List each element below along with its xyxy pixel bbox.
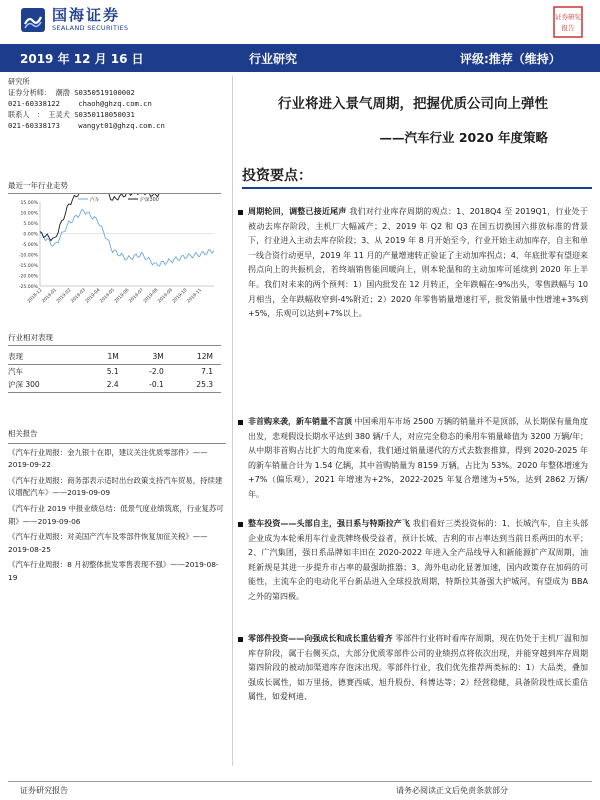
analyst-heading: 研究所 (8, 77, 30, 86)
report-subtitle: ——汽车行业 2020 年度策略 (379, 130, 548, 145)
highlight-heading: 零部件投资——向强成长和成长重估看齐 (248, 634, 393, 643)
contact-name: 王灵犬 (48, 110, 70, 119)
svg-text:报告: 报告 (561, 24, 575, 32)
analyst-label: 证券分析师： (8, 88, 52, 97)
related-report-link[interactable]: 《汽车行业周报：8 月初整体批发零售表现不强》——2019-08-19 (8, 560, 219, 582)
y-tick-label: -20.00% (18, 274, 38, 280)
highlight-paragraph (248, 205, 588, 322)
series-line-auto (40, 210, 214, 266)
performance-header-row (8, 350, 221, 364)
y-tick-label: -15.00% (18, 264, 38, 269)
highlight-heading: 整车投资——头部自主，强日系与特斯拉产飞 (248, 519, 411, 528)
bullet-icon (238, 522, 243, 527)
related-report-link[interactable]: 《汽车行业周报：商务部表示适时出台政策支持汽车贸易，持续建议增配汽车》——2019-09-09 (8, 475, 223, 498)
trend-chart (8, 194, 221, 312)
bullet-icon (238, 210, 243, 215)
performance-table (8, 350, 221, 393)
x-tick-label: 2019-07 (128, 287, 145, 305)
footer-disclaimer: 请务必阅读正文后免责条款部分 (396, 786, 508, 795)
analyst-contact-row (8, 98, 221, 109)
contact-phone: 021-60338173 (8, 121, 60, 130)
x-tick-label: 2019-09 (157, 287, 174, 305)
performance-header: 12M (196, 352, 213, 362)
report-header (0, 0, 600, 46)
highlight-body: 中国乘用车市场 2500 万辆的销量并不是顶部，从长期保有量角度出发，悲观假设长期水平达到 380 辆/千人，对应完全稳态的乘用车销量峰值为 3200 万辆/年；从中期非首购占比扩大的角度来看，我们通过销量递代的方式去数套推算，得到 2020-2025 年的新车销量合计为 1.54 亿辆，其中首购销量为 8159 万辆，占比为 53%。2020 年整体增速为+7%（偏乐观），2021 年增速为+2%，2022-2025 年复合增速为+5%，达到 2862 万辆/年。 (248, 417, 588, 499)
performance-header: 表现 (8, 352, 23, 362)
x-tick-label: 2019-01 (41, 287, 58, 305)
table-cell: 7.1 (201, 366, 213, 376)
performance-header: 1M (107, 352, 119, 362)
trend-title: 最近一年行业走势 (8, 181, 68, 190)
performance-header: 3M (152, 352, 164, 362)
x-tick-label: 2019-05 (99, 287, 116, 305)
y-tick-label: 0.00% (23, 232, 38, 238)
performance-title: 行业相对表现 (8, 333, 53, 342)
x-tick-label: 2019-03 (70, 287, 87, 305)
highlights-underline (242, 187, 592, 189)
performance-section (8, 332, 221, 393)
table-row (8, 364, 221, 378)
report-info-bar (0, 44, 600, 72)
highlight-body: 我们对行业库存周期的观点：1、2018Q4 至 2019Q1，行业处于被动去库存阶段，主机厂大幅减产；2、2019 年 Q2 和 Q3 在国五切换国六排放标准的背景下，行业进入主动去库存阶段；3、从 2019 年 8 月开始至今，行业开始主动加库存，自主和单一线合资行动更早，2019 年 11 月的产量增速转正验证了主动加库拐点；4、年底批零有望迎来拐点向上的共振机会，若终端销售能回暖向上，则本轮温和的主动加库可延续到 2020 年上半年。我们对未来的两个预判：1）国内批发在 12 月转正，全年跌幅在-9%出头，零售跌幅与 10 月相当，全年跌幅收窄到-4%附近；2）2020 年零售销量增速打平，批发销量中性增速+3%到+5%，乐观可以达到+7%以上。 (248, 207, 588, 319)
contact-id: S0350118050031 (74, 110, 135, 119)
report-stamp-icon (553, 6, 583, 38)
column-divider (232, 76, 233, 766)
analyst-email[interactable]: chaoh@ghzq.com.cn (78, 99, 152, 108)
y-tick-label: 15.00% (20, 201, 38, 206)
contact-contact-row (8, 120, 221, 131)
related-report-link[interactable]: 《汽车行业 2019 中报业绩总结：低景气度业绩筑底，行业复苏可期》——2019-09-06 (8, 503, 224, 526)
table-cell: 沪深 300 (8, 380, 40, 390)
logo-english-name: SEALAND SECURITIES (52, 24, 129, 32)
bullet-icon (238, 420, 243, 425)
x-tick-label: 2019-10 (171, 287, 189, 305)
footer-left: 证券研究报告 (20, 786, 68, 795)
contact-row (8, 109, 221, 120)
table-cell: 5.1 (106, 366, 119, 376)
related-reports (8, 428, 226, 585)
logo-chinese-name: 国海证券 (52, 6, 121, 24)
highlight-paragraph (248, 632, 588, 772)
report-title: 行业将进入景气周期，把握优质公司向上弹性 (278, 96, 548, 112)
analyst-info (8, 76, 221, 131)
contact-email[interactable]: wangyt01@ghzq.com.cn (78, 121, 165, 130)
related-report-link[interactable]: 《汽车行业周报：金九银十在即，建议关注优质零部件》——2019-09-22 (8, 447, 208, 470)
related-divider (8, 443, 226, 444)
x-tick-label: 2019-11 (186, 287, 203, 305)
table-row (8, 378, 221, 392)
highlight-heading: 非首购来袭，新车销量不言顶 (248, 417, 352, 426)
analyst-id: S0350519100002 (74, 88, 135, 97)
report-date: 2019 年 12 月 16 日 (20, 52, 144, 66)
x-tick-label: 2019-06 (113, 287, 131, 305)
highlight-paragraph (248, 415, 588, 503)
table-cell: 汽车 (8, 366, 23, 376)
y-tick-label: -10.00% (18, 253, 38, 259)
legend-label: 沪深300 (140, 198, 159, 203)
highlight-body: 我们看好三类投资标的：1、长城汽车，自主头部企业成为本轮乘用车行业洗牌终极受益者，预计长城、吉利的市占率达到当前日系两田的水平；2、广汽集团，强日系品牌如丰田在 2020-2022 年进入全产品线导入和新能源扩产双周期，油耗新规是其进一步提升市占率的最强助推器；3、海外电动化显著加速，国内政策存在加码的可能性，主流车企的电动化平台新品进入全球投放周期，特斯拉其备强大护城河，有望成为 BBA 之外的第四极。 (248, 519, 589, 601)
related-report-link[interactable]: 《汽车行业周报：对美国产汽车及零部件恢复加征关税》——2019-08-25 (8, 532, 208, 554)
y-tick-label: 10.00% (20, 211, 38, 217)
y-tick-label: -5.00% (21, 243, 38, 248)
legend-label: 汽车 (90, 198, 100, 203)
analyst-phone: 021-60338122 (8, 99, 60, 108)
analyst-row (8, 87, 221, 98)
table-cell: -0.1 (149, 380, 164, 390)
x-tick-label: 2019-04 (84, 287, 102, 305)
bullet-icon (238, 637, 243, 642)
table-cell: 2.4 (106, 380, 119, 390)
sealand-logo (20, 6, 128, 33)
related-title: 相关报告 (8, 429, 38, 438)
analyst-name: 潮渤 (55, 88, 70, 97)
svg-text:证券研究: 证券研究 (555, 13, 581, 21)
highlight-paragraph (248, 517, 588, 605)
performance-divider (8, 345, 221, 346)
highlight-body: 零部件行业将时看库存周期，现在仍处于主机厂温和加库存阶段，属于右侧买点，大部分优质零部件公司的业绩拐点将依次出现，并能穿越到库存周期第四阶段的被动加渠道库存泡沫出现。零部件行业，我们优先推荐两类标的：1）大品类，叠加强成长属性，如万里扬，德赛西威、旭升股份、科博达等；2）经营稳健，具备阶段性成长重估属性，如爱柯迪、 (248, 634, 588, 702)
highlight-heading: 周期轮回，调整已接近尾声 (248, 207, 347, 216)
contact-label: 联系人 ： (8, 110, 44, 119)
x-tick-label: 2019-02 (55, 287, 73, 305)
footer-divider (8, 781, 592, 782)
table-cell: -2.0 (149, 366, 164, 376)
report-rating: 评级:推荐（维持） (460, 52, 561, 66)
sealand-logo-icon (20, 7, 46, 33)
report-category: 行业研究 (249, 52, 298, 66)
table-cell: 25.3 (196, 380, 213, 390)
y-tick-label: 5.00% (23, 222, 38, 227)
x-tick-label: 2018-12 (26, 287, 44, 305)
highlights-heading: 投资要点： (242, 168, 312, 184)
trend-chart-section (8, 180, 221, 320)
y-tick-label: -25.00% (18, 285, 38, 290)
x-tick-label: 2019-08 (142, 287, 160, 305)
